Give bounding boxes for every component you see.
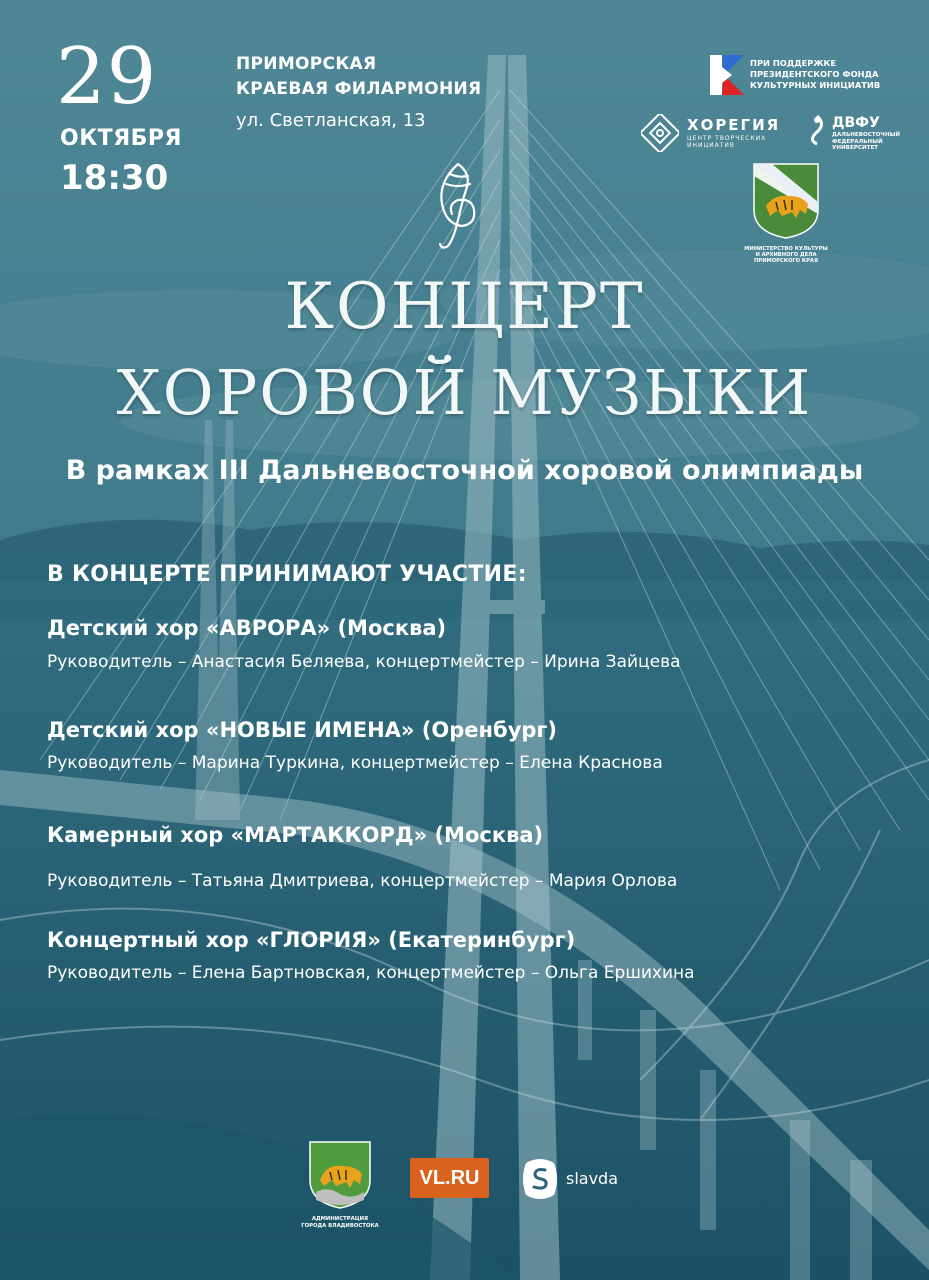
admin-caption: АДМИНИСТРАЦИЯ ГОРОДА ВЛАДИВОСТОКА — [301, 1216, 379, 1229]
ministry-caption: МИНИСТЕРСТВО КУЛЬТУРЫ И АРХИВНОГО ДЕЛА ПРИМОРСКОГО КРАЯ — [744, 246, 828, 264]
venue-address: ул. Светланская, 13 — [236, 110, 426, 131]
pfki-caption: ПРИ ПОДДЕРЖКЕ ПРЕЗИДЕНТСКОГО ФОНДА КУЛЬТУРНЫХ ИНИЦИАТИВ — [750, 58, 881, 90]
participants-heading: В КОНЦЕРТЕ ПРИНИМАЮТ УЧАСТИЕ: — [47, 562, 527, 587]
dvfu-name: ДВФУ — [832, 115, 880, 131]
venue-name — [236, 52, 481, 102]
event-day: 29 — [56, 32, 158, 122]
dvfu-logo — [806, 112, 906, 154]
horegia-subtitle: ЦЕНТР ТВОРЧЕСКИХ ИНИЦИАТИВ — [687, 135, 767, 149]
slavda-name: slavda — [566, 1169, 619, 1188]
horegia-ornament-icon — [641, 114, 679, 152]
primorye-coat-of-arms-icon — [752, 162, 820, 240]
concert-title-line-1: КОНЦЕРТ — [284, 270, 645, 344]
venue-line-2: КРАЕВАЯ ФИЛАРМОНИЯ — [236, 79, 482, 99]
slavda-logo — [520, 1157, 620, 1201]
ministry-culture-logo — [744, 162, 828, 272]
choir-info: Руководитель – Татьяна Дмитриева, концертмейстер – Мария Орлова — [47, 871, 678, 891]
venue-line-1: ПРИМОРСКАЯ — [236, 54, 377, 74]
vladivostok-admin-logo — [298, 1140, 382, 1240]
choir-name: Детский хор «НОВЫЕ ИМЕНА» (Оренбург) — [47, 718, 557, 742]
concert-subtitle: В рамках III Дальневосточной хоровой олимпиады — [65, 455, 864, 486]
horegia-logo — [641, 112, 791, 152]
event-month: ОКТЯБРЯ — [60, 126, 182, 151]
event-time: 18:30 — [60, 158, 169, 198]
vlru-logo: VL.RU — [410, 1158, 489, 1198]
slavda-icon — [520, 1157, 560, 1201]
dvfu-subtitle: ДАЛЬНЕВОСТОЧНЫЙ ФЕДЕРАЛЬНЫЙ УНИВЕРСИТЕТ — [832, 132, 901, 151]
pfki-logo — [710, 55, 910, 97]
dvfu-emblem-icon — [806, 114, 828, 146]
horegia-name: ХОРЕГИЯ — [687, 116, 781, 134]
choir-name: Камерный хор «МАРТАККОРД» (Москва) — [47, 823, 544, 847]
choir-info: Руководитель – Марина Туркина, концертмейстер – Елена Краснова — [47, 753, 663, 773]
choir-name: Детский хор «АВРОРА» (Москва) — [47, 616, 447, 640]
pfki-emblem-icon — [710, 55, 744, 95]
concert-title-line-2: ХОРОВОЙ МУЗЫКИ — [116, 356, 813, 429]
treble-clef-emblem-icon — [428, 160, 486, 252]
choir-name: Концертный хор «ГЛОРИЯ» (Екатеринбург) — [47, 928, 576, 952]
choir-info: Руководитель – Елена Бартновская, концертмейстер – Ольга Ершихина — [47, 963, 695, 983]
vladivostok-coat-of-arms-icon — [308, 1140, 372, 1210]
choir-info: Руководитель – Анастасия Беляева, концертмейстер – Ирина Зайцева — [47, 652, 681, 672]
